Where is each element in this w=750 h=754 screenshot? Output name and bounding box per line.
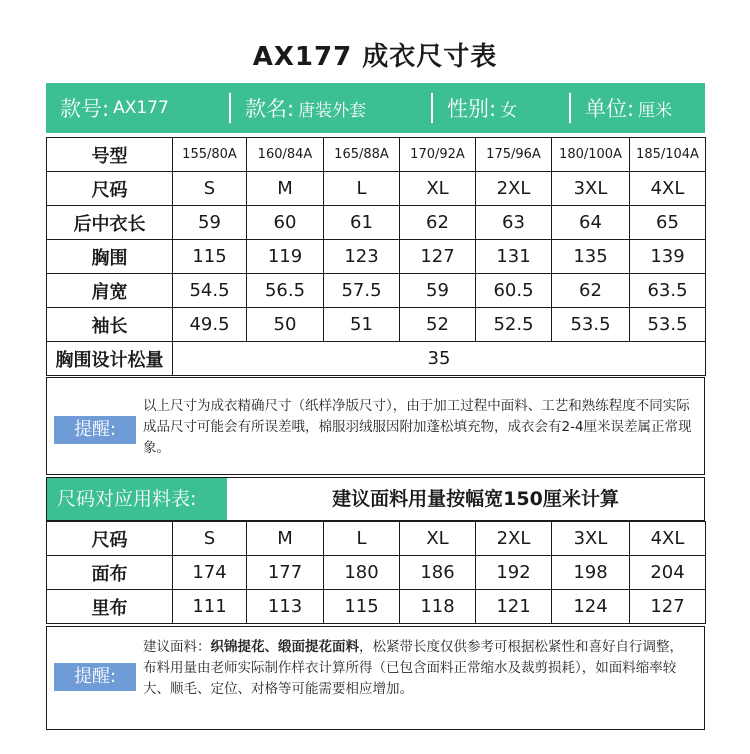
unit (571, 83, 705, 133)
table-cell: M (247, 522, 324, 556)
style-no-value: AX177 (113, 98, 169, 118)
table-cell: 165/88A (324, 138, 400, 172)
unit-label: 单位: (585, 97, 635, 121)
table-cell: 54.5 (173, 274, 247, 308)
table-cell: 53.5 (630, 308, 706, 342)
row-label: 里布 (47, 590, 173, 624)
size-row (47, 206, 706, 240)
page-title: AX177 成衣尺寸表 (252, 42, 498, 72)
table-cell: 4XL (630, 172, 706, 206)
table-cell: 115 (173, 240, 247, 274)
table-cell: 51 (324, 308, 400, 342)
table-cell: 3XL (552, 522, 630, 556)
reminder-text: 以上尺寸为成衣精确尺寸（纸样净版尺寸），由于加工过程中面料、工艺和熟练程度不同实际成品尺寸可能会有所误差哦，棉服羽绒服因附加蓬松填充物，成衣会有2-4厘米误差属正常现象。 (143, 398, 692, 456)
table-cell: 180 (324, 556, 400, 590)
table-cell: 119 (247, 240, 324, 274)
table-cell: 160/84A (247, 138, 324, 172)
fabric-suggest-highlight: 织锦提花、缎面提花面料 (210, 639, 359, 655)
style-no (46, 83, 229, 133)
table-cell: 180/100A (552, 138, 630, 172)
table-cell: 49.5 (173, 308, 247, 342)
row-label: 尺码 (47, 522, 173, 556)
fabric-header (46, 477, 705, 521)
table-cell: XL (400, 172, 476, 206)
table-cell: 63.5 (630, 274, 706, 308)
table-cell: 135 (552, 240, 630, 274)
table-cell: 2XL (476, 172, 552, 206)
header-bar (46, 83, 705, 133)
row-label: 肩宽 (47, 274, 173, 308)
table-cell: 63 (476, 206, 552, 240)
fabric-suggest-text: ，松紧带长度仅供参考可根据松紧性和喜好自行调整，布料用量由老师实际制作样衣计算所得（已包含面料正常缩水及裁剪损耗），如面料缩率较大、顺毛、定位、对格等可能需要相应增加。 (143, 639, 683, 697)
size-row (47, 308, 706, 342)
table-cell: M (247, 172, 324, 206)
table-cell: 123 (324, 240, 400, 274)
table-cell: 113 (247, 590, 324, 624)
gender-label: 性别: (447, 97, 497, 121)
gender (433, 83, 569, 133)
table-cell: 118 (400, 590, 476, 624)
fabric-suggest-prefix: 建议面料： (143, 639, 211, 655)
fabric-row (47, 556, 706, 590)
fabric-title: 建议面料用量按幅宽150厘米计算 (332, 488, 619, 510)
table-cell: 56.5 (247, 274, 324, 308)
table-cell: 57.5 (324, 274, 400, 308)
ease-label: 胸围设计松量 (47, 342, 173, 376)
table-cell: 177 (247, 556, 324, 590)
table-cell: 50 (247, 308, 324, 342)
table-cell: 52.5 (476, 308, 552, 342)
table-cell: L (324, 172, 400, 206)
table-cell: 139 (630, 240, 706, 274)
reminder-tag: 提醒: (54, 416, 136, 444)
table-cell: 186 (400, 556, 476, 590)
table-cell: 60 (247, 206, 324, 240)
table-cell: 124 (552, 590, 630, 624)
fabric-tag: 尺码对应用料表: (47, 478, 227, 520)
table-cell: S (173, 522, 247, 556)
table-cell: 59 (173, 206, 247, 240)
size-row (47, 138, 706, 172)
table-cell: L (324, 522, 400, 556)
table-cell: 111 (173, 590, 247, 624)
table-cell: 53.5 (552, 308, 630, 342)
table-cell: 175/96A (476, 138, 552, 172)
row-label: 号型 (47, 138, 173, 172)
table-cell: 155/80A (173, 138, 247, 172)
ease-row (47, 342, 706, 376)
table-cell: 4XL (630, 522, 706, 556)
table-cell: 52 (400, 308, 476, 342)
row-label: 面布 (47, 556, 173, 590)
fabric-reminder-box (46, 626, 705, 730)
row-label: 尺码 (47, 172, 173, 206)
table-cell: 204 (630, 556, 706, 590)
table-cell: 131 (476, 240, 552, 274)
row-label: 胸围 (47, 240, 173, 274)
table-cell: 115 (324, 590, 400, 624)
table-cell: 127 (400, 240, 476, 274)
table-cell: 174 (173, 556, 247, 590)
gender-value: 女 (500, 100, 518, 121)
table-cell: 62 (400, 206, 476, 240)
fabric-row (47, 522, 706, 556)
style-no-label: 款号: (60, 97, 110, 121)
table-cell: 192 (476, 556, 552, 590)
fabric-row (47, 590, 706, 624)
table-cell: 61 (324, 206, 400, 240)
table-cell: S (173, 172, 247, 206)
fabric-reminder-text (143, 637, 694, 700)
unit-value: 厘米 (638, 100, 673, 121)
size-table (46, 137, 706, 376)
style-name-label: 款名: (245, 97, 295, 121)
size-row (47, 240, 706, 274)
table-cell: 3XL (552, 172, 630, 206)
table-cell: 170/92A (400, 138, 476, 172)
size-row (47, 274, 706, 308)
row-label: 后中衣长 (47, 206, 173, 240)
ease-value: 35 (173, 342, 706, 376)
table-cell: 64 (552, 206, 630, 240)
table-cell: 59 (400, 274, 476, 308)
table-cell: 127 (630, 590, 706, 624)
fabric-reminder-tag: 提醒: (54, 663, 136, 691)
style-name (231, 83, 431, 133)
row-label: 袖长 (47, 308, 173, 342)
table-cell: 121 (476, 590, 552, 624)
table-cell: 198 (552, 556, 630, 590)
table-cell: XL (400, 522, 476, 556)
table-cell: 60.5 (476, 274, 552, 308)
table-cell: 185/104A (630, 138, 706, 172)
size-row (47, 172, 706, 206)
table-cell: 2XL (476, 522, 552, 556)
table-cell: 65 (630, 206, 706, 240)
style-name-value: 唐装外套 (298, 100, 367, 121)
table-cell: 62 (552, 274, 630, 308)
reminder-box (46, 377, 705, 475)
fabric-table (46, 521, 706, 624)
